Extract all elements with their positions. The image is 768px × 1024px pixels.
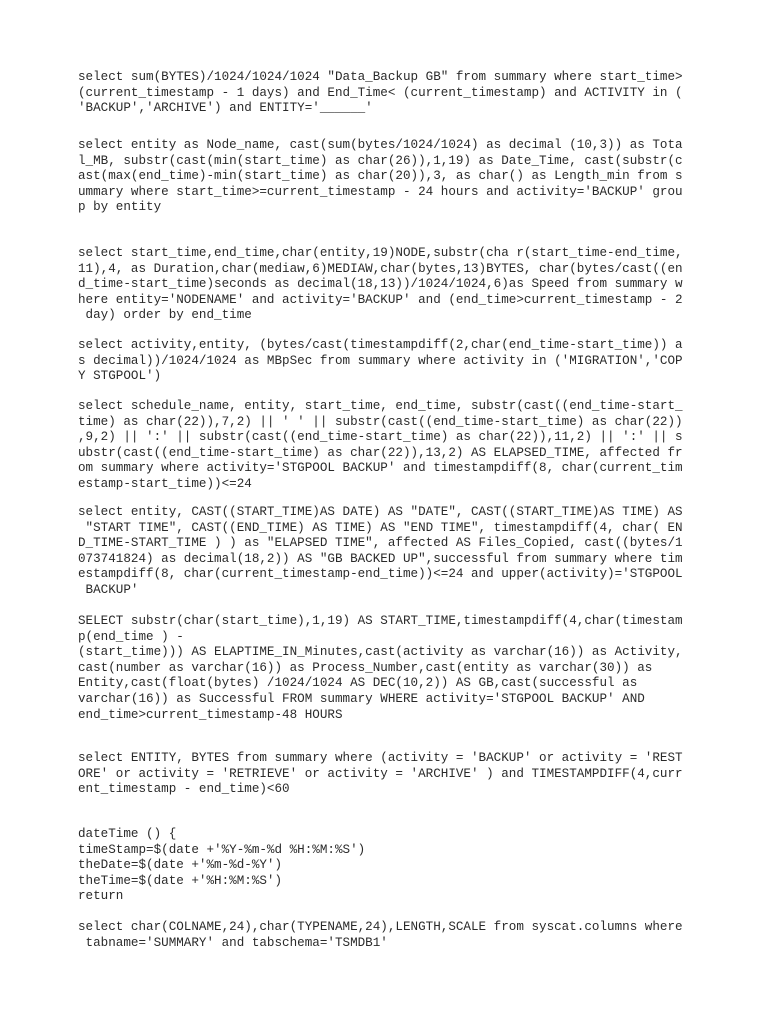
shell-function-datetime: dateTime () { timeStamp=$(date +'%Y-%m-%d %H:%M:%S') theDate=$(date +'%m-%d-%Y') theTime=$(date +'%H:%M:%S') return bbox=[78, 827, 366, 904]
sql-query-schedule-elapsed: select schedule_name, entity, start_time, end_time, substr(cast((end_time-start_ time) as char(22)),7,2) || ' ' || substr(cast((end_time-start_time) as char(22)) ,9,2) || ':' || substr(cast((end_time-start_time) as char(22)),11,2) || ':' || s ubstr(cast((end_time-start_time) as char(22)),13,2) AS ELAPSED_TIME, affected fr om summary where activity='STGPOOL BACKUP' and timestampdiff(8, char(current_tim estamp-start_time))<=24 bbox=[78, 399, 683, 491]
sql-query-stgpool-elapsed-min: SELECT substr(char(start_time),1,19) AS START_TIME,timestampdiff(4,char(timestam p(end_time ) - (start_time))) AS ELAPTIME_IN_Minutes,cast(activity as varchar(16)) as Activity, cast(number as varchar(16)) as Process_Number,cast(entity as varchar(30)) as Entity,cast(float(bytes) /1024/1024 AS DEC(10,2)) AS GB,cast(successful as varchar(16)) as Successful FROM summary WHERE activity='STGPOOL BACKUP' AND end_time>current_timestamp-48 HOURS bbox=[78, 614, 683, 722]
sql-query-node-total-mb: select entity as Node_name, cast(sum(bytes/1024/1024) as decimal (10,3)) as Tota l_MB, substr(cast(min(start_time) as char(26)),1,19) as Date_Time, cast(substr(c ast(max(end_time)-min(start_time) as char(20)),3, as char() as Length_min from s ummary where start_time>=current_timestamp - 24 hours and activity='BACKUP' grou p by entity bbox=[78, 138, 683, 215]
sql-query-stgpool-gb-backed: select entity, CAST((START_TIME)AS DATE) AS "DATE", CAST((START_TIME)AS TIME) AS "START TIME", CAST((END_TIME) AS TIME) AS "END TIME", timestampdiff(4, char( EN D_TIME-START_TIME ) ) as "ELAPSED TIME", affected AS Files_Copied, cast((bytes/1 073741824) as decimal(18,2)) AS "GB BACKED UP",successful from summary where tim estampdiff(8, char(current_timestamp-end_time))<=24 and upper(activity)='STGPOOL BACKUP' bbox=[78, 505, 683, 597]
sql-query-syscat-columns: select char(COLNAME,24),char(TYPENAME,24),LENGTH,SCALE from syscat.columns where tabname='SUMMARY' and tabschema='TSMDB1' bbox=[78, 920, 683, 950]
sql-query-mbpsec: select activity,entity, (bytes/cast(timestampdiff(2,char(end_time-start_time)) a s decimal))/1024/1024 as MBpSec from summary where activity in ('MIGRATION','COP Y STGPOOL') bbox=[78, 338, 683, 384]
sql-query-data-backup-gb: select sum(BYTES)/1024/1024/1024 "Data_Backup GB" from summary where start_time> (current_timestamp - 1 days) and End_Time< (current_timestamp) and ACTIVITY in ( 'BACKUP','ARCHIVE') and ENTITY='______' bbox=[78, 70, 683, 116]
sql-query-entity-bytes: select ENTITY, BYTES from summary where (activity = 'BACKUP' or activity = 'REST ORE' or activity = 'RETRIEVE' or activity = 'ARCHIVE' ) and TIMESTAMPDIFF(4,curr ent_timestamp - end_time)<60 bbox=[78, 751, 683, 797]
sql-query-backup-speed: select start_time,end_time,char(entity,19)NODE,substr(cha r(start_time-end_time, 11),4, as Duration,char(mediaw,6)MEDIAW,char(bytes,13)BYTES, char(bytes/cast((en d_time-start_time)seconds as decimal(18,13))/1024/1024,6)as Speed from summary w here entity='NODENAME' and activity='BACKUP' and (end_time>current_timestamp - 2 day) order by end_time bbox=[78, 246, 683, 323]
